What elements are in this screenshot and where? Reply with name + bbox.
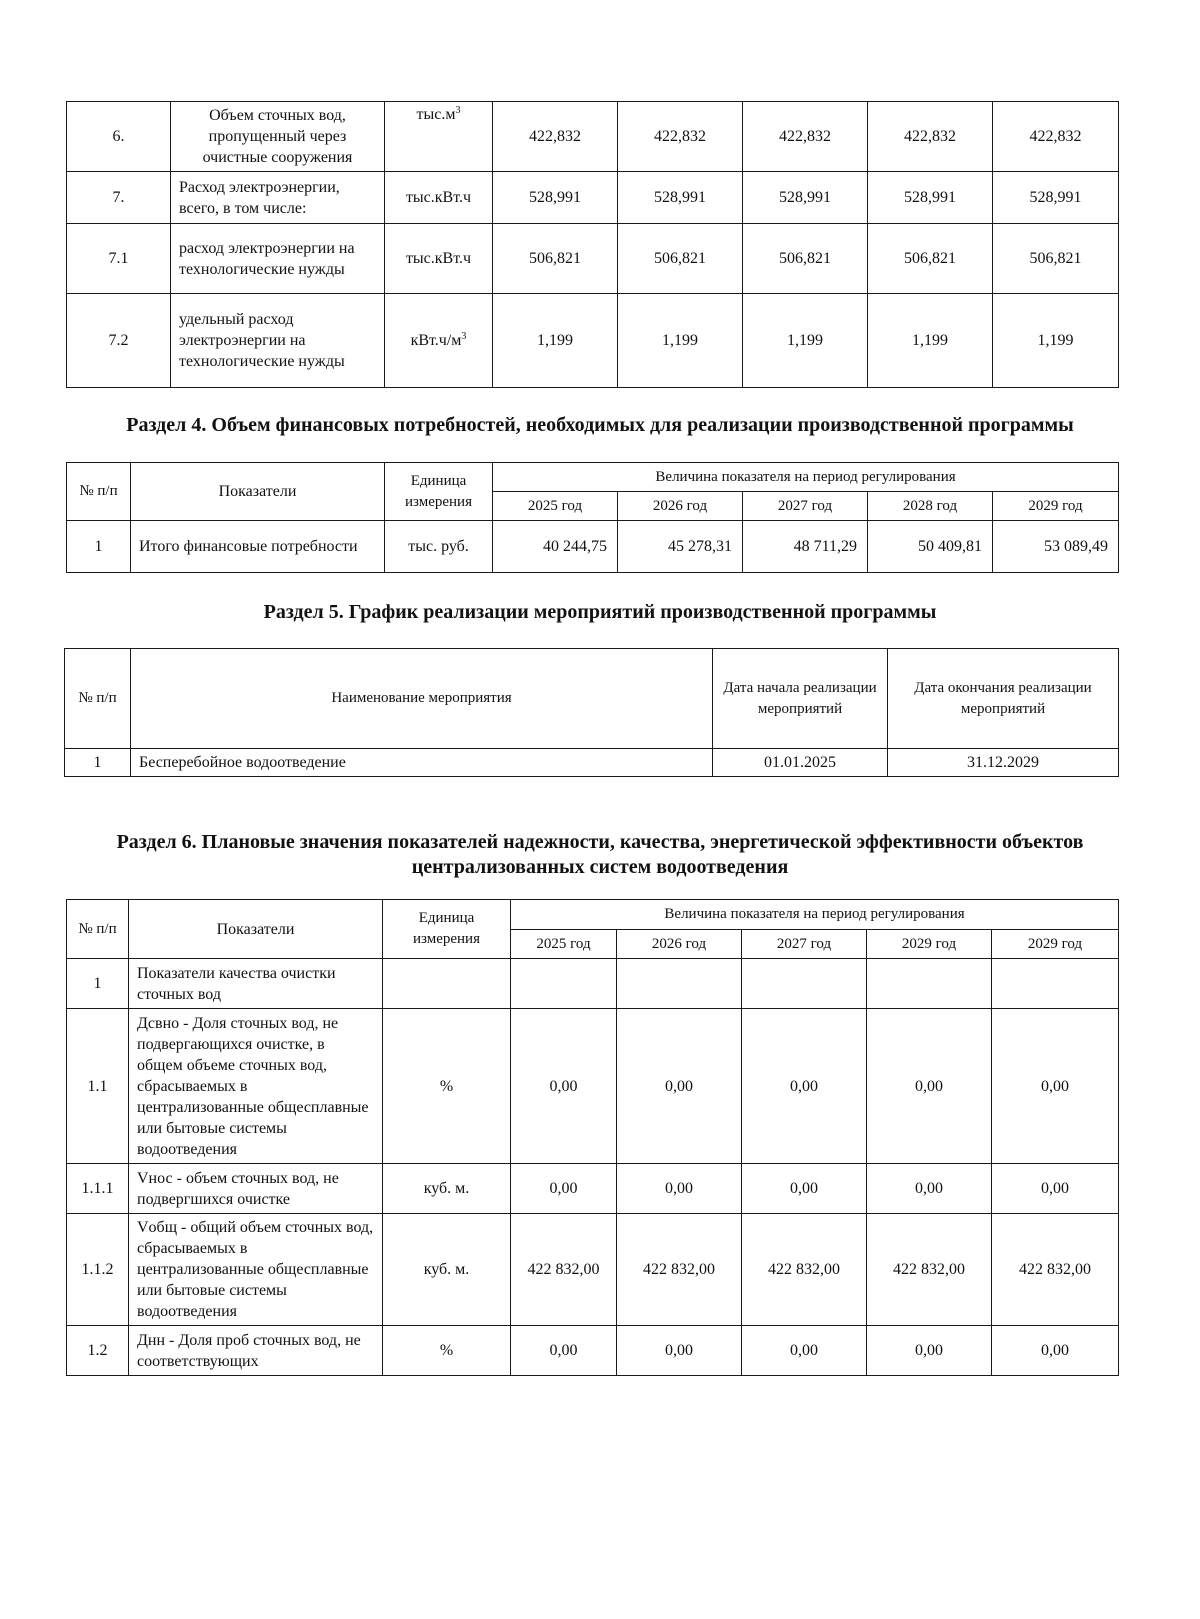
column-header-year: 2026 год [617,930,742,959]
value-cell: 0,00 [742,1164,867,1214]
value-cell: 0,00 [867,1326,992,1376]
indicator-name: Дсвно - Доля сточных вод, не подвергающихся очистке, в общем объеме сточных вод, сбрасываемых в централизованные общесплавные или бытовые системы водоотведения [129,1009,383,1164]
value-cell: 528,991 [493,172,618,224]
column-header-start-date: Дата начала реализации мероприятий [713,649,888,749]
section-6-title: Раздел 6. Плановые значения показателей надежности, качества, энергетической эффективности объектов централизованных систем водоотведения [116,831,1084,878]
row-number: 6. [67,102,171,172]
table-row [67,294,1119,388]
column-header-year: 2025 год [511,930,617,959]
value-cell [617,959,742,1009]
value-cell: 53 089,49 [993,521,1119,573]
row-number: 1 [67,959,129,1009]
financial-needs-table [66,462,1119,573]
value-cell [867,959,992,1009]
column-header-year: 2026 год [618,492,743,521]
column-header-year: 2029 год [992,930,1119,959]
column-header-number: № п/п [67,463,131,521]
unit-cell: куб. м. [383,1164,511,1214]
end-date: 31.12.2029 [888,749,1119,777]
unit-cell: тыс.кВт.ч [385,224,493,294]
value-cell: 528,991 [868,172,993,224]
indicator-name: Расход электроэнергии, всего, в том числе: [171,172,385,224]
table-row [67,1164,1119,1214]
column-header-number: № п/п [67,900,129,959]
unit-cell: $кВт.ч/м^3$ [385,294,493,388]
table-row [67,1326,1119,1376]
table-row [67,521,1119,573]
row-number: 7.2 [67,294,171,388]
table-row [67,1214,1119,1326]
value-cell: 422,832 [743,102,868,172]
row-number: 7. [67,172,171,224]
value-cell: 422 832,00 [742,1214,867,1326]
unit-cell: % [383,1326,511,1376]
value-cell: 422,832 [868,102,993,172]
value-cell: 506,821 [868,224,993,294]
value-cell: 528,991 [618,172,743,224]
value-cell: 0,00 [992,1164,1119,1214]
indicator-name: Объем сточных вод, пропущенный через очистные сооружения [171,102,385,172]
value-cell: 528,991 [743,172,868,224]
indicator-name: Vнос - объем сточных вод, не подвергшихся очистке [129,1164,383,1214]
value-cell: 1,199 [868,294,993,388]
value-cell: 506,821 [993,224,1119,294]
value-cell: 0,00 [742,1326,867,1376]
value-cell: 528,991 [993,172,1119,224]
value-cell [742,959,867,1009]
indicator-name: Показатели качества очистки сточных вод [129,959,383,1009]
reliability-indicators-table [66,899,1119,1376]
unit-cell [383,959,511,1009]
value-cell: 0,00 [511,1326,617,1376]
value-cell: 422 832,00 [511,1214,617,1326]
value-cell: 1,199 [993,294,1119,388]
value-cell: 0,00 [511,1164,617,1214]
production-indicators-table [66,101,1119,388]
column-header-end-date: Дата окончания реализации мероприятий [888,649,1119,749]
unit-cell: тыс. руб. [385,521,493,573]
column-header-unit: Единица измерения [383,900,511,959]
column-header-year: 2029 год [993,492,1119,521]
column-header-period: Величина показателя на период регулирования [493,463,1119,492]
value-cell: 1,199 [618,294,743,388]
column-header-unit: Единица измерения [385,463,493,521]
start-date: 01.01.2025 [713,749,888,777]
value-cell: 0,00 [617,1009,742,1164]
activity-name: Бесперебойное водоотведение [131,749,713,777]
value-cell: 0,00 [867,1009,992,1164]
unit-cell: куб. м. [383,1214,511,1326]
indicator-name: расход электроэнергии на технологические нужды [171,224,385,294]
value-cell [511,959,617,1009]
value-cell: 48 711,29 [743,521,868,573]
indicator-name: Днн - Доля проб сточных вод, не соответствующих [129,1326,383,1376]
indicator-name: удельный расход электроэнергии на технологические нужды [171,294,385,388]
value-cell: 40 244,75 [493,521,618,573]
value-cell: 422 832,00 [992,1214,1119,1326]
row-number: 7.1 [67,224,171,294]
table-row [67,1009,1119,1164]
value-cell: 0,00 [867,1164,992,1214]
section-5-title: Раздел 5. График реализации мероприятий производственной программы [263,601,937,623]
value-cell: 45 278,31 [618,521,743,573]
value-cell: 506,821 [618,224,743,294]
unit-cell: % [383,1009,511,1164]
column-header-year: 2027 год [742,930,867,959]
table-row [67,102,1119,172]
value-cell: 422 832,00 [867,1214,992,1326]
row-number: 1.1.2 [67,1214,129,1326]
row-number: 1.1.1 [67,1164,129,1214]
column-header-period: Величина показателя на период регулирования [511,900,1119,930]
table-row [67,959,1119,1009]
unit-cell: $тыс.м^3$ [385,102,493,172]
activities-schedule-table [64,648,1119,777]
value-cell: 0,00 [992,1326,1119,1376]
column-header-year: 2025 год [493,492,618,521]
value-cell: 506,821 [743,224,868,294]
section-4-title: Раздел 4. Объем финансовых потребностей, необходимых для реализации производственной программы [126,414,1074,436]
indicator-name: Итого финансовые потребности [131,521,385,573]
value-cell: 0,00 [617,1326,742,1376]
table-row [67,224,1119,294]
value-cell: 1,199 [743,294,868,388]
value-cell: 0,00 [742,1009,867,1164]
column-header-activity-name: Наименование мероприятия [131,649,713,749]
table-row [65,749,1119,777]
column-header-indicators: Показатели [131,463,385,521]
row-number: 1 [67,521,131,573]
table-row [67,172,1119,224]
value-cell: 0,00 [617,1164,742,1214]
column-header-year: 2027 год [743,492,868,521]
column-header-number: № п/п [65,649,131,749]
value-cell: 0,00 [992,1009,1119,1164]
column-header-year: 2029 год [867,930,992,959]
value-cell: 50 409,81 [868,521,993,573]
value-cell: 422,832 [993,102,1119,172]
value-cell: 0,00 [511,1009,617,1164]
indicator-name: Vобщ - общий объем сточных вод, сбрасываемых в централизованные общесплавные или бытовые системы водоотведения [129,1214,383,1326]
row-number: 1 [65,749,131,777]
value-cell: 422 832,00 [617,1214,742,1326]
column-header-year: 2028 год [868,492,993,521]
column-header-indicators: Показатели [129,900,383,959]
value-cell: 422,832 [618,102,743,172]
row-number: 1.2 [67,1326,129,1376]
value-cell: 506,821 [493,224,618,294]
row-number: 1.1 [67,1009,129,1164]
value-cell: 422,832 [493,102,618,172]
value-cell [992,959,1119,1009]
unit-cell: тыс.кВт.ч [385,172,493,224]
value-cell: 1,199 [493,294,618,388]
